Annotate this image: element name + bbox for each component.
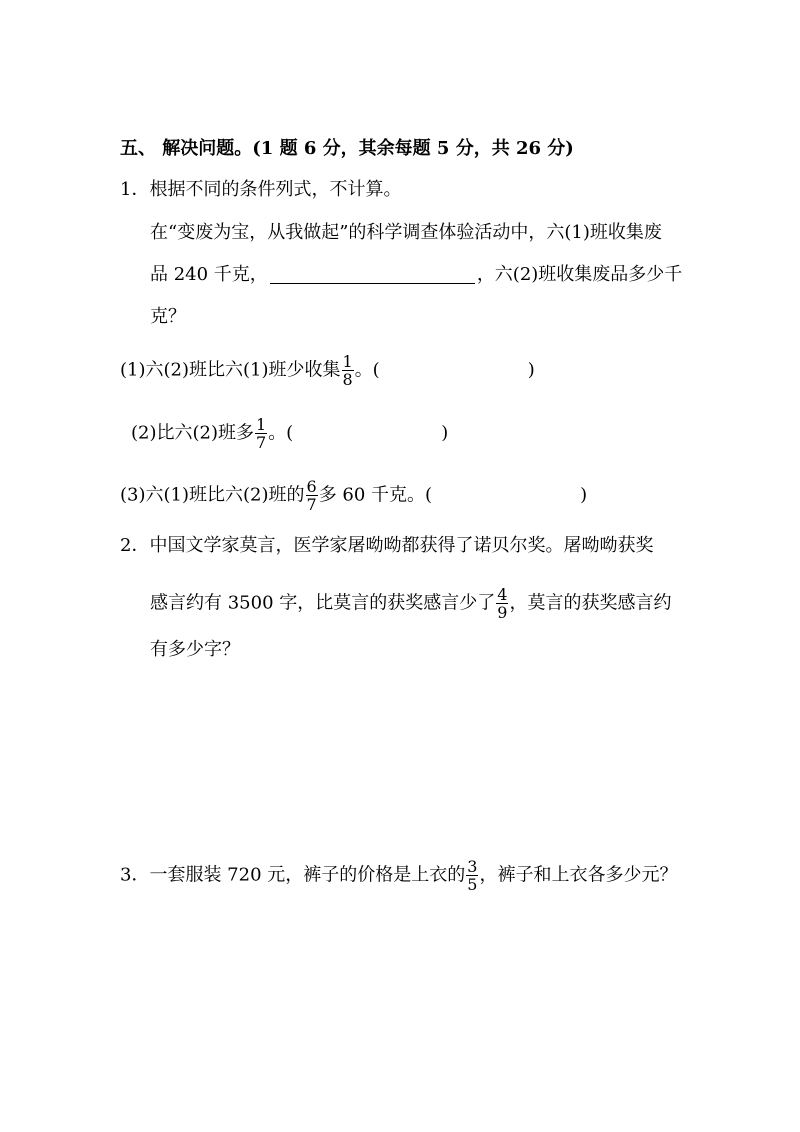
q1-line3: 克？ xyxy=(150,306,186,327)
sub3-frac-den: 7 xyxy=(306,495,317,514)
section-title: 五、 解决问题。(1 题 6 分，其余每题 5 分，共 26 分) xyxy=(120,138,574,159)
sub1-fraction xyxy=(342,353,354,388)
sub2-frac-num: 1 xyxy=(256,415,267,434)
q2-fraction xyxy=(496,586,508,621)
sub1-text: (1)六(2)班比六(1)班少收集 xyxy=(120,359,341,381)
sub1-tail: 。( xyxy=(354,359,380,381)
sub1-close: ) xyxy=(527,359,535,381)
q2-line2-before: 感言约有 3500 字，比莫言的获奖感言少了 xyxy=(150,592,496,614)
q3-before: 3．一套服装 720 元，裤子的价格是上衣的 xyxy=(120,864,466,886)
q3-after: ，裤子和上衣各多少元？ xyxy=(479,864,678,886)
q1-line1: 在“变废为宝，从我做起”的科学调查体验活动中，六(1)班收集废 xyxy=(150,222,662,243)
q2-line3: 有多少字？ xyxy=(150,639,240,660)
q1-sub2 xyxy=(131,416,448,451)
q2-frac-num: 4 xyxy=(497,585,508,604)
q2-line2-after: ，莫言的获奖感言约 xyxy=(509,592,672,614)
q3-frac-den: 5 xyxy=(467,875,478,894)
sub3-close: ) xyxy=(580,484,588,506)
sub2-frac-den: 7 xyxy=(256,433,267,452)
q3-line xyxy=(120,858,677,893)
q1-line2-after: ，六(2)班收集废品多少千 xyxy=(476,264,683,285)
q3-frac-num: 3 xyxy=(467,857,478,876)
sub2-close: ) xyxy=(441,422,449,444)
sub2-tail: 。( xyxy=(268,422,294,444)
answer-blank[interactable] xyxy=(270,265,475,284)
q1-line2-before: 品 240 千克， xyxy=(150,264,268,285)
q1-stem: 1．根据不同的条件列式，不计算。 xyxy=(120,179,402,200)
q1-line2 xyxy=(150,263,682,287)
q1-sub3 xyxy=(120,478,587,513)
sub1-frac-den: 8 xyxy=(342,370,353,389)
q2-line2 xyxy=(150,586,671,621)
sub1-frac-num: 1 xyxy=(342,352,353,371)
sub3-fraction xyxy=(306,478,318,513)
q1-sub1 xyxy=(120,353,535,388)
sub3-frac-num: 6 xyxy=(306,477,317,496)
sub2-text: (2)比六(2)班多 xyxy=(131,422,254,444)
sub2-fraction xyxy=(255,416,267,451)
sub3-text: (3)六(1)班比六(2)班的 xyxy=(120,484,305,506)
q2-frac-den: 9 xyxy=(497,603,508,622)
sub3-tail: 多 60 千克。( xyxy=(318,484,433,506)
q2-line1: 2．中国文学家莫言，医学家屠呦呦都获得了诺贝尔奖。屠呦呦获奖 xyxy=(120,535,654,556)
q3-fraction xyxy=(466,858,478,893)
